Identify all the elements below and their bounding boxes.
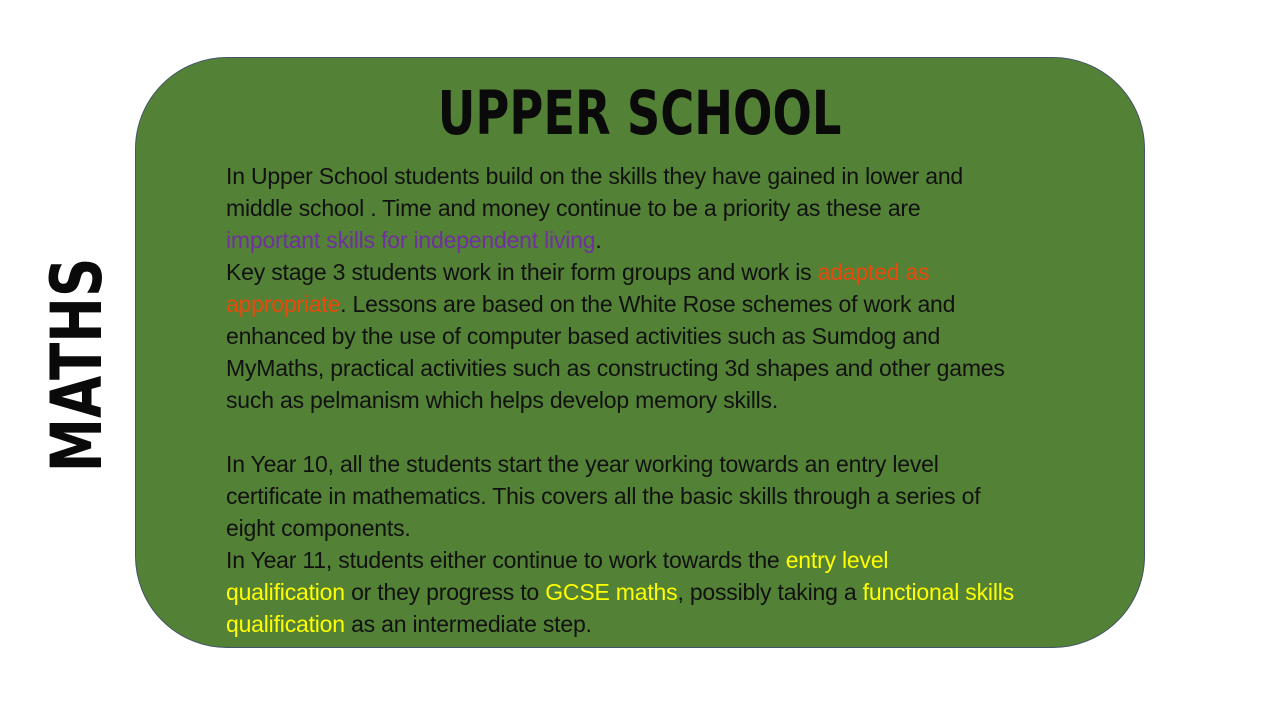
text-segment: In Year 10, all the students start the year working towards an entry level (226, 451, 939, 477)
text-line (226, 576, 1106, 608)
text-line (226, 192, 1106, 224)
content-card (135, 57, 1145, 648)
text-segment: such as pelmanism which helps develop memory skills. (226, 387, 779, 413)
text-segment: eight components. (226, 515, 411, 541)
text-segment: In Year 11, students either continue to work towards the (226, 547, 786, 573)
text-line (226, 288, 1106, 320)
highlight-segment-orange: adapted as (817, 259, 930, 285)
highlight-segment-yellow: functional skills (862, 579, 1014, 605)
text-segment: certificate in mathematics. This covers all the basic skills through a series of (226, 483, 981, 509)
page-title-text: UPPER SCHOOL (438, 78, 842, 149)
text-line (226, 160, 1106, 192)
highlight-segment-orange: appropriate (226, 291, 341, 317)
text-segment: enhanced by the use of computer based activities such as Sumdog and (226, 323, 941, 349)
text-segment: . (595, 227, 602, 253)
highlight-segment-purple: important skills for independent living (226, 227, 596, 253)
text-line (226, 448, 1106, 480)
text-line (226, 512, 1106, 544)
text-segment: . Lessons are based on the White Rose schemes of work and (340, 291, 956, 317)
highlight-segment-yellow: entry level (785, 547, 889, 573)
text-line (226, 256, 1106, 288)
highlight-segment-yellow: GCSE maths (545, 579, 678, 605)
highlight-segment-yellow: qualification (226, 611, 345, 637)
text-line (226, 608, 1106, 640)
highlight-segment-yellow: qualification (226, 579, 345, 605)
text-line (226, 384, 1106, 416)
text-segment: MyMaths, practical activities such as constructing 3d shapes and other games (226, 355, 1005, 381)
text-line (226, 544, 1106, 576)
text-line (226, 224, 1106, 256)
text-segment: as an intermediate step. (344, 611, 592, 637)
subject-vertical-label: MATHS (36, 257, 118, 473)
text-line (226, 320, 1106, 352)
text-segment: In Upper School students build on the skills they have gained in lower and (226, 163, 964, 189)
text-segment: , possibly taking a (677, 579, 863, 605)
blank-line (226, 416, 1106, 448)
text-line (226, 352, 1106, 384)
text-segment: Key stage 3 students work in their form groups and work is (226, 259, 818, 285)
text-segment: or they progress to (344, 579, 546, 605)
page-title (136, 78, 1144, 149)
body-text (226, 160, 1106, 640)
text-segment: middle school . Time and money continue to be a priority as these are (226, 195, 921, 221)
text-line (226, 480, 1106, 512)
